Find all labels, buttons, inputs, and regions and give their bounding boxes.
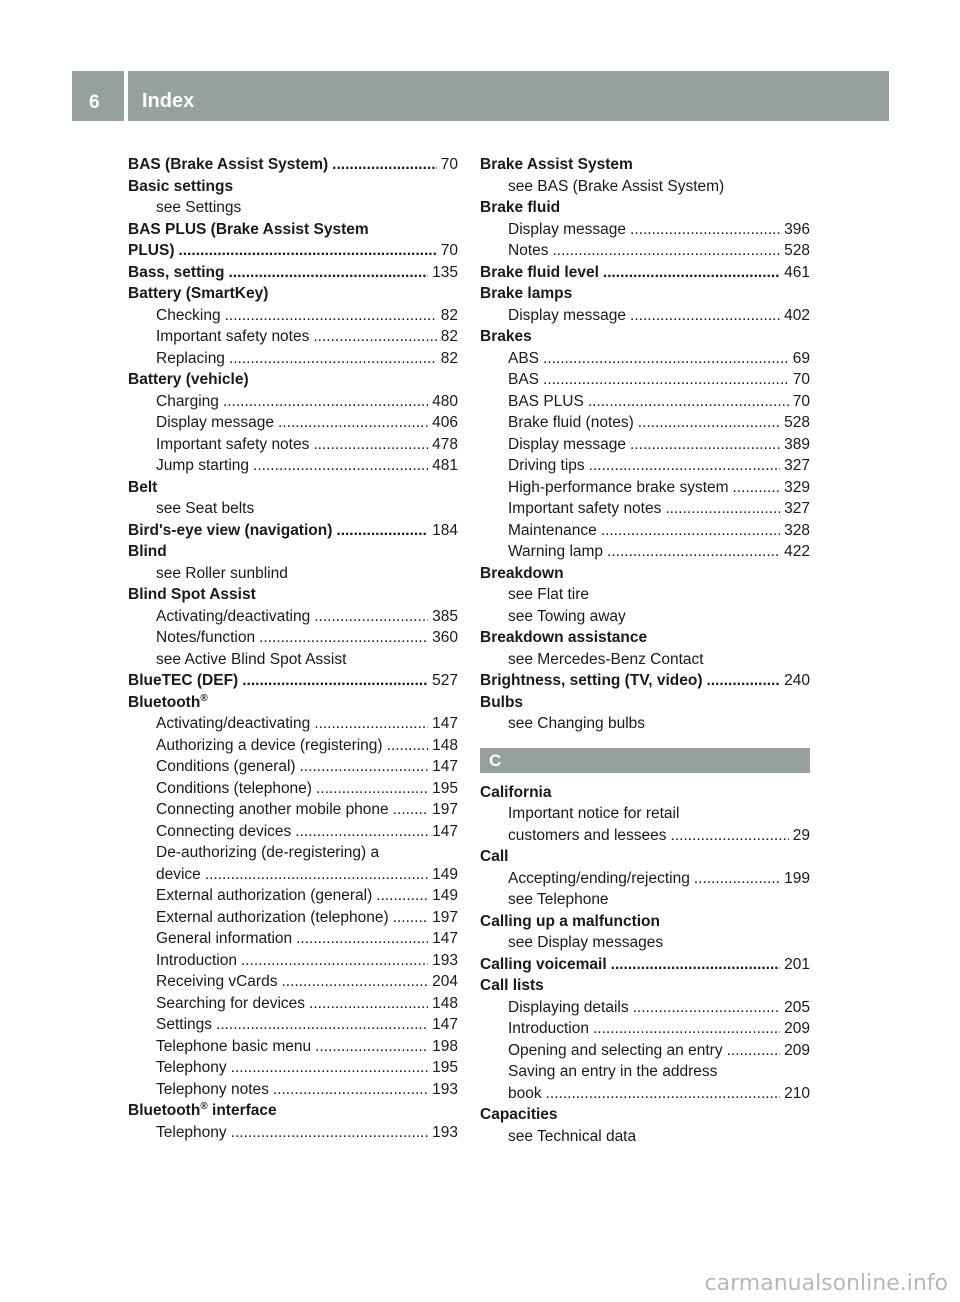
index-subentry <box>480 240 810 262</box>
entry-label: External authorization (telephone) <box>156 908 389 926</box>
page-reference: 135 <box>432 263 458 281</box>
leader-dots <box>387 735 429 757</box>
entry-label: BlueTEC (DEF) <box>128 672 239 689</box>
index-entry <box>128 1100 458 1122</box>
leader-dots <box>543 369 789 391</box>
entry-label: Telephony <box>156 1123 227 1141</box>
entry-label: Accepting/ending/rejecting <box>508 869 690 887</box>
entry-label: Brakes <box>480 328 532 345</box>
entry-label: Breakdown <box>480 564 564 582</box>
page-reference: 402 <box>784 306 810 324</box>
entry-label: Call lists <box>480 977 544 994</box>
leader-dots <box>225 305 437 327</box>
leader-dots <box>607 541 780 563</box>
entry-label: Bluetooth® interface <box>128 1100 277 1119</box>
leader-dots <box>707 670 781 692</box>
leader-dots <box>300 756 429 778</box>
page-reference: 149 <box>432 887 458 904</box>
leader-dots <box>313 326 436 348</box>
leader-dots <box>259 627 428 649</box>
index-subentry <box>480 391 810 413</box>
entry-label: Telephone basic menu <box>156 1037 312 1055</box>
entry-label: see Towing away <box>508 607 626 625</box>
entry-label: Display message <box>508 435 627 453</box>
index-subentry <box>128 842 458 864</box>
index-subentry <box>480 713 810 735</box>
leader-dots <box>393 799 428 821</box>
page-reference: 70 <box>792 392 810 410</box>
entry-label: Connecting another mobile phone <box>156 801 389 818</box>
index-subentry <box>128 305 458 327</box>
leader-dots <box>242 670 428 692</box>
index-subentry <box>128 434 458 456</box>
entry-label: Important safety notes <box>156 328 310 345</box>
leader-dots <box>671 825 789 847</box>
entry-label: BAS (Brake Assist System) <box>128 156 329 173</box>
index-subentry <box>480 541 810 563</box>
entry-label: book <box>508 1084 542 1102</box>
page-reference: 527 <box>432 672 458 689</box>
page-reference: 201 <box>784 955 810 973</box>
index-subentry <box>480 477 810 499</box>
index-subentry <box>480 1018 810 1040</box>
entry-label: Telephony <box>156 1059 227 1076</box>
leader-dots <box>665 498 780 520</box>
index-entry <box>128 477 458 499</box>
page-reference: 148 <box>432 994 458 1012</box>
entry-label: External authorization (general) <box>156 887 373 904</box>
entry-label: see Flat tire <box>508 586 589 603</box>
index-subentry <box>128 391 458 413</box>
page-reference: 389 <box>784 435 810 453</box>
leader-dots <box>241 950 428 972</box>
index-subentry <box>480 932 810 954</box>
page-reference: 82 <box>440 328 458 345</box>
leader-dots <box>332 154 437 176</box>
leader-dots <box>314 713 428 735</box>
index-subentry <box>480 434 810 456</box>
page-reference: 147 <box>432 758 458 775</box>
entry-label: Telephony notes <box>156 1080 269 1098</box>
page-reference: 480 <box>432 392 458 410</box>
page-reference: 327 <box>784 500 810 517</box>
page-reference: 327 <box>784 457 810 474</box>
index-subentry <box>128 197 458 219</box>
index-subentry <box>128 1122 458 1144</box>
leader-dots <box>633 997 781 1019</box>
leader-dots <box>727 1040 781 1062</box>
page-number: 6 <box>89 92 100 113</box>
leader-dots <box>228 262 428 284</box>
leader-dots <box>376 885 428 907</box>
page-reference: 147 <box>432 1016 458 1033</box>
index-subentry <box>128 778 458 800</box>
leader-dots <box>630 434 780 456</box>
page-reference: 528 <box>784 242 810 259</box>
page-reference: 82 <box>440 306 458 324</box>
entry-label: Introduction <box>156 951 237 969</box>
index-entry <box>128 176 458 198</box>
index-subentry <box>480 1083 810 1105</box>
entry-label: BAS PLUS <box>508 392 584 410</box>
index-entry <box>480 563 810 585</box>
entry-label: Bass, setting <box>128 263 225 281</box>
index-entry <box>480 911 810 933</box>
entry-label: Opening and selecting an entry <box>508 1041 723 1059</box>
index-entry <box>128 219 458 241</box>
page-reference: 147 <box>432 715 458 732</box>
page-reference: 70 <box>440 242 458 259</box>
index-entry <box>480 326 810 348</box>
index-subentry <box>480 1061 810 1083</box>
watermark: carmanualsonline.info <box>704 1271 948 1296</box>
index-entry <box>128 154 458 176</box>
entry-label: Jump starting <box>156 457 250 474</box>
index-entry <box>128 240 458 262</box>
entry-label: Checking <box>156 306 221 324</box>
entry-label: see Mercedes-Benz Contact <box>508 650 704 668</box>
entry-label: Searching for devices <box>156 994 306 1012</box>
entry-label: Important safety notes <box>508 500 662 517</box>
leader-dots <box>588 391 789 413</box>
index-subentry <box>128 1079 458 1101</box>
entry-label: Authorizing a device (registering) <box>156 736 383 754</box>
index-subentry <box>128 326 458 348</box>
page-reference: 193 <box>432 1080 458 1098</box>
page-reference: 199 <box>784 869 810 887</box>
page-reference: 195 <box>432 1059 458 1076</box>
entry-label: Call <box>480 848 509 865</box>
index-entry <box>128 283 458 305</box>
index-subentry <box>128 928 458 950</box>
page-reference: 396 <box>784 220 810 238</box>
index-subentry <box>128 950 458 972</box>
index-subentry <box>480 176 810 198</box>
index-column-left <box>128 154 458 1143</box>
index-subentry <box>480 348 810 370</box>
page-reference: 193 <box>432 1123 458 1141</box>
index-subentry <box>480 219 810 241</box>
leader-dots <box>543 348 789 370</box>
index-subentry <box>128 1036 458 1058</box>
index-header-bar <box>72 71 889 121</box>
page-reference: 461 <box>784 263 810 281</box>
entry-label: Brake fluid <box>480 199 561 216</box>
page-reference: 70 <box>792 371 810 388</box>
entry-label: Replacing <box>156 349 225 367</box>
leader-dots <box>553 240 781 262</box>
page-reference: 328 <box>784 521 810 539</box>
page-reference: 478 <box>432 435 458 453</box>
index-subentry <box>128 799 458 821</box>
entry-label: Calling voicemail <box>480 955 607 973</box>
leader-dots <box>546 1083 781 1105</box>
index-subentry <box>480 369 810 391</box>
page-title: Index <box>142 90 195 112</box>
page-reference: 70 <box>440 156 458 173</box>
index-column-right <box>480 154 810 1147</box>
index-subentry <box>128 348 458 370</box>
page-reference: 240 <box>784 672 810 689</box>
leader-dots <box>393 907 428 929</box>
leader-dots <box>309 993 428 1015</box>
entry-label: Display message <box>508 306 627 324</box>
index-entry <box>480 197 810 219</box>
entry-label: De-authorizing (de-registering) a <box>156 844 380 861</box>
entry-label: Battery (SmartKey) <box>128 285 269 302</box>
leader-dots <box>601 520 780 542</box>
page-reference: 198 <box>432 1037 458 1055</box>
entry-label: see Roller sunblind <box>156 564 288 582</box>
entry-label: see Settings <box>156 199 242 216</box>
index-subentry <box>480 868 810 890</box>
entry-label: Important safety notes <box>156 435 310 453</box>
entry-label: Calling up a malfunction <box>480 912 660 930</box>
entry-label: customers and lessees <box>508 826 667 844</box>
entry-label: Displaying details <box>508 998 629 1016</box>
entry-label: Brake Assist System <box>480 156 633 173</box>
page-reference: 406 <box>432 414 458 431</box>
leader-dots <box>694 868 780 890</box>
index-subentry <box>480 606 810 628</box>
entry-label: Connecting devices <box>156 822 292 840</box>
entry-label: Brake fluid (notes) <box>508 414 634 431</box>
page-reference: 197 <box>432 908 458 926</box>
entry-label: Conditions (telephone) <box>156 779 312 797</box>
index-subentry <box>128 627 458 649</box>
entry-label: High-performance brake system <box>508 478 729 496</box>
index-entry <box>128 670 458 692</box>
page-reference: 204 <box>432 973 458 990</box>
page-reference: 209 <box>784 1020 810 1037</box>
leader-dots <box>313 434 428 456</box>
index-subentry <box>480 412 810 434</box>
page-reference: 197 <box>432 801 458 818</box>
entry-label: Battery (vehicle) <box>128 371 249 388</box>
index-entry <box>128 541 458 563</box>
page-reference: 69 <box>792 349 810 367</box>
entry-label: Brake fluid level <box>480 263 599 281</box>
index-subentry <box>128 606 458 628</box>
index-subentry <box>480 520 810 542</box>
entry-label: see Telephone <box>508 891 609 908</box>
index-subentry <box>480 1126 810 1148</box>
entry-label: Bulbs <box>480 693 524 711</box>
index-entry <box>480 1104 810 1126</box>
leader-dots <box>229 348 437 370</box>
index-subentry <box>128 864 458 886</box>
entry-label: Display message <box>508 220 627 238</box>
leader-dots <box>733 477 781 499</box>
index-subentry <box>480 498 810 520</box>
entry-label: Belt <box>128 478 158 496</box>
page-reference: 205 <box>784 998 810 1016</box>
page-reference: 209 <box>784 1041 810 1059</box>
entry-label: ABS <box>508 349 540 367</box>
page-reference: 329 <box>784 478 810 496</box>
entry-label: Important notice for retail <box>508 805 680 822</box>
index-entry <box>128 692 458 714</box>
entry-label: Receiving vCards <box>156 973 278 990</box>
index-subentry <box>480 649 810 671</box>
entry-label: Notes/function <box>156 629 256 646</box>
index-subentry <box>128 756 458 778</box>
leader-dots <box>603 262 780 284</box>
leader-dots <box>589 455 780 477</box>
index-subentry <box>480 1040 810 1062</box>
leader-dots <box>630 219 780 241</box>
index-subentry <box>128 412 458 434</box>
index-entry <box>480 627 810 649</box>
entry-label: see Changing bulbs <box>508 715 646 732</box>
index-subentry <box>480 825 810 847</box>
index-entry <box>480 262 810 284</box>
index-subentry <box>128 1057 458 1079</box>
index-subentry <box>480 305 810 327</box>
index-list-c <box>480 782 810 1148</box>
index-entry <box>480 154 810 176</box>
page-reference: 193 <box>432 951 458 969</box>
page-reference: 385 <box>432 607 458 625</box>
page-reference: 82 <box>440 349 458 367</box>
leader-dots <box>273 1079 428 1101</box>
entry-label: Driving tips <box>508 457 585 474</box>
page-reference: 210 <box>784 1084 810 1102</box>
page-reference: 147 <box>432 930 458 947</box>
leader-dots <box>315 1036 428 1058</box>
index-entry <box>128 262 458 284</box>
index-subentry <box>128 649 458 671</box>
page-reference: 147 <box>432 822 458 840</box>
entry-label: Capacities <box>480 1106 558 1123</box>
index-entry <box>480 283 810 305</box>
entry-label: BAS <box>508 371 540 388</box>
leader-dots <box>179 240 437 262</box>
entry-label: PLUS) <box>128 242 175 259</box>
leader-dots <box>295 821 428 843</box>
entry-label: Brightness, setting (TV, video) <box>480 672 703 689</box>
page-reference: 481 <box>432 457 458 474</box>
page-reference: 528 <box>784 414 810 431</box>
index-subentry <box>128 498 458 520</box>
header-divider <box>124 71 128 121</box>
index-entry <box>480 846 810 868</box>
page-reference: 195 <box>432 779 458 797</box>
index-subentry <box>128 455 458 477</box>
section-header-c: C <box>480 748 810 773</box>
index-entry <box>480 692 810 714</box>
entry-label: see BAS (Brake Assist System) <box>508 177 725 195</box>
index-entry <box>480 975 810 997</box>
page-reference: 149 <box>432 865 458 883</box>
index-entry <box>480 782 810 804</box>
index-subentry <box>128 993 458 1015</box>
leader-dots <box>336 520 428 542</box>
entry-label: Brake lamps <box>480 285 573 302</box>
entry-label: Warning lamp <box>508 543 604 560</box>
entry-label: Activating/deactivating <box>156 607 311 625</box>
entry-label: see Technical data <box>508 1127 637 1145</box>
entry-label: see Active Blind Spot Assist <box>156 650 347 668</box>
leader-dots <box>630 305 780 327</box>
index-subentry <box>480 889 810 911</box>
leader-dots <box>638 412 780 434</box>
page-reference: 184 <box>432 521 458 539</box>
leader-dots <box>231 1122 428 1144</box>
entry-label: Maintenance <box>508 521 597 539</box>
entry-label: California <box>480 783 552 801</box>
entry-label: BAS PLUS (Brake Assist System <box>128 220 369 238</box>
entry-label: Blind Spot Assist <box>128 586 256 603</box>
index-entry <box>128 369 458 391</box>
leader-dots <box>223 391 428 413</box>
entry-label: Introduction <box>508 1020 589 1037</box>
entry-label: General information <box>156 930 293 947</box>
index-subentry <box>128 885 458 907</box>
index-subentry <box>480 455 810 477</box>
entry-label: Saving an entry in the address <box>508 1063 718 1080</box>
entry-label: Charging <box>156 392 219 410</box>
entry-label: Settings <box>156 1016 213 1033</box>
index-subentry <box>128 971 458 993</box>
leader-dots <box>593 1018 780 1040</box>
index-entry <box>128 520 458 542</box>
index-subentry <box>128 563 458 585</box>
entry-label: Basic settings <box>128 177 234 195</box>
entry-label: see Display messages <box>508 934 664 951</box>
entry-label: see Seat belts <box>156 500 255 517</box>
leader-dots <box>296 928 428 950</box>
entry-label: Bird's-eye view (navigation) <box>128 521 333 539</box>
entry-label: Bluetooth® <box>128 692 208 711</box>
leader-dots <box>278 412 428 434</box>
leader-dots <box>231 1057 428 1079</box>
entry-label: Conditions (general) <box>156 758 296 775</box>
page-reference: 148 <box>432 736 458 754</box>
entry-label: Notes <box>508 242 549 259</box>
index-subentry <box>128 713 458 735</box>
index-subentry <box>128 821 458 843</box>
page-reference: 360 <box>432 629 458 646</box>
entry-label: Blind <box>128 543 167 560</box>
index-subentry <box>480 584 810 606</box>
index-subentry <box>128 1014 458 1036</box>
index-subentry <box>128 907 458 929</box>
page-reference: 422 <box>784 543 810 560</box>
entry-label: Activating/deactivating <box>156 715 311 732</box>
page-reference: 29 <box>792 826 810 844</box>
index-entry <box>128 584 458 606</box>
index-subentry <box>480 803 810 825</box>
index-subentry <box>480 997 810 1019</box>
leader-dots <box>611 954 780 976</box>
index-subentry <box>128 735 458 757</box>
entry-label: device <box>156 865 201 883</box>
entry-label: Display message <box>156 414 275 431</box>
leader-dots <box>316 778 428 800</box>
leader-dots <box>314 606 428 628</box>
leader-dots <box>205 864 428 886</box>
index-list-b-continued <box>480 154 810 735</box>
entry-label: Breakdown assistance <box>480 629 648 646</box>
leader-dots <box>253 455 428 477</box>
leader-dots <box>281 971 428 993</box>
index-entry <box>480 954 810 976</box>
leader-dots <box>216 1014 428 1036</box>
index-entry <box>480 670 810 692</box>
